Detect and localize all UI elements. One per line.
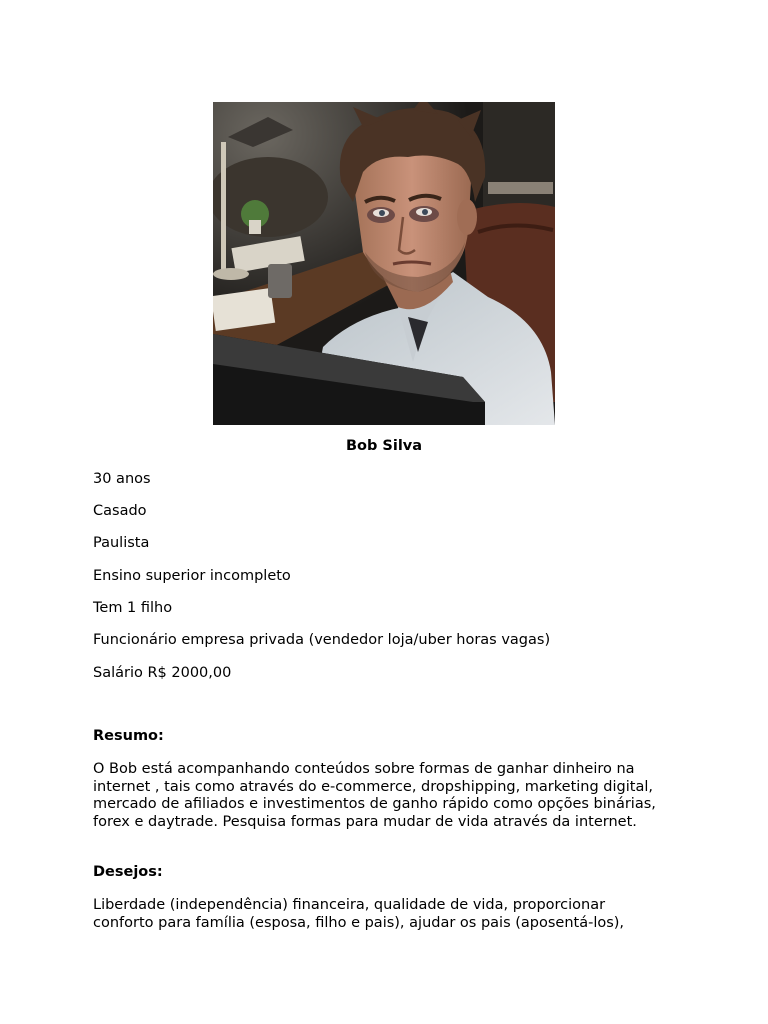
person-name: Bob Silva [345, 438, 423, 454]
fact-salary: Salário R$ 2000,00 [93, 665, 232, 681]
fact-occupation: Funcionário empresa privada (vendedor loja/uber horas vagas) [93, 632, 551, 648]
fact-origin: Paulista [93, 535, 150, 551]
fact-age: 30 anos [93, 471, 151, 487]
portrait-illustration [213, 102, 555, 425]
desejos-heading: Desejos: [93, 864, 163, 880]
portrait-image [213, 102, 555, 425]
resumo-text: O Bob está acompanhando conteúdos sobre formas de ganhar dinheiro na internet , tais como através do e-commerce, dropshipping, marketing digital, mercado de afiliados e investimentos de ganho rápido como opções binárias, forex e daytrade. Pesquisa formas para mudar de vida através da internet. [93, 761, 656, 830]
resumo-heading: Resumo: [93, 728, 164, 744]
fact-education: Ensino superior incompleto [93, 568, 291, 584]
fact-marital-status: Casado [93, 503, 147, 519]
desejos-text: Liberdade (independência) financeira, qualidade de vida, proporcionar conforto para família (esposa, filho e pais), ajudar os pais (aposentá-los), [93, 897, 625, 931]
fact-children: Tem 1 filho [93, 600, 173, 616]
